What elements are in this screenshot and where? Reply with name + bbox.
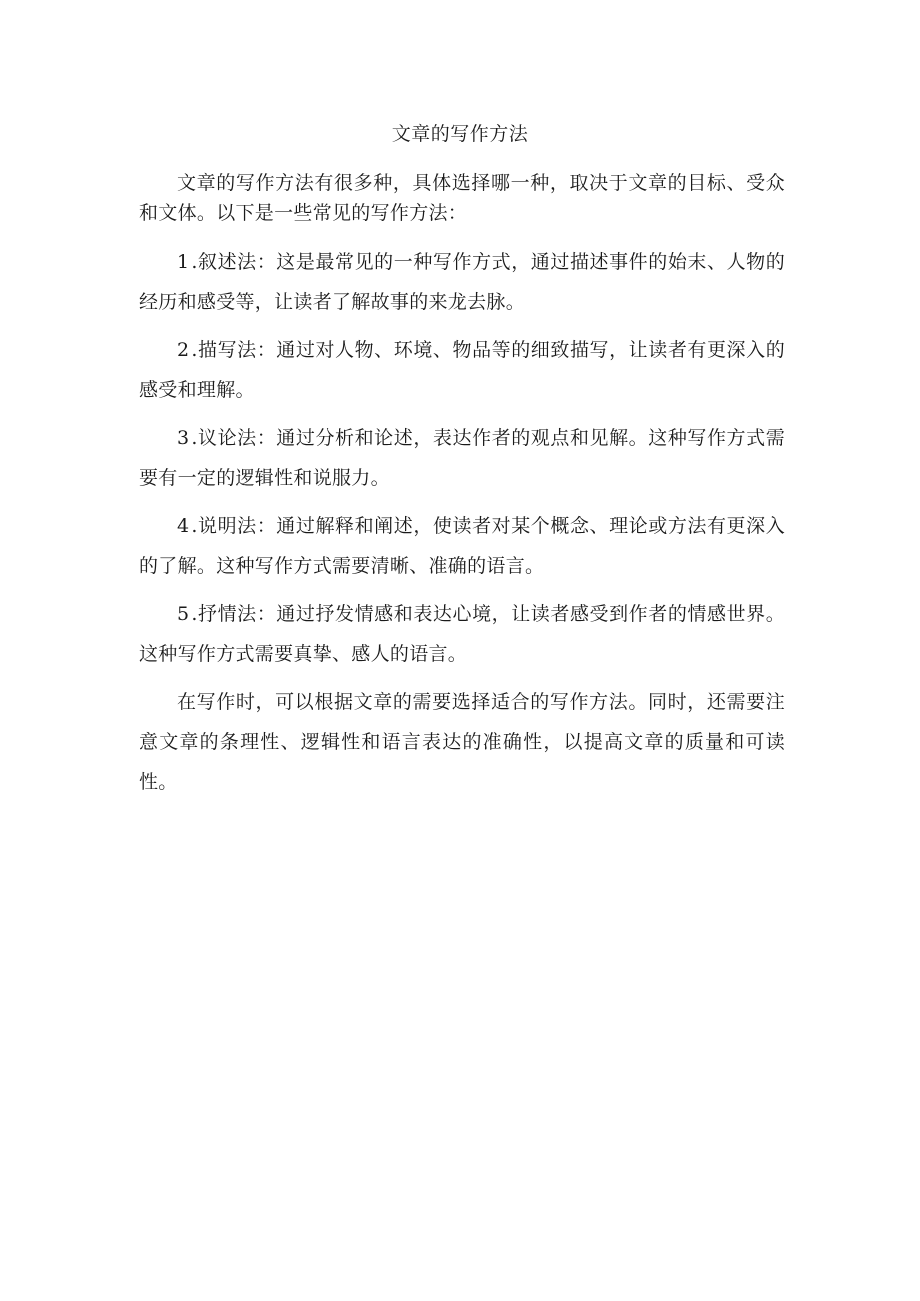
item-text: .抒情法：通过抒发情感和表达心境，让读者感受到作者的情感世界。这种写作方式需要真挚、感人的语言。 [139, 603, 785, 665]
list-item-lyric [139, 594, 785, 674]
intro-paragraph: 文章的写作方法有很多种，具体选择哪一种，取决于文章的目标、受众和文体。以下是一些常见的写作方法： [139, 172, 785, 224]
item-text: .描写法：通过对人物、环境、物品等的细致描写，让读者有更深入的感受和理解。 [139, 339, 785, 401]
item-number: 5 [177, 603, 190, 625]
item-number: 4 [177, 515, 190, 537]
document-title: 文章的写作方法 [391, 123, 529, 145]
item-number: 1 [177, 251, 190, 273]
conclusion-paragraph: 在写作时，可以根据文章的需要选择适合的写作方法。同时，还需要注意文章的条理性、逻辑性和语言表达的准确性，以提高文章的质量和可读性。 [139, 691, 785, 793]
list-item-argumentation [139, 418, 785, 498]
item-text: .议论法：通过分析和论述，表达作者的观点和见解。这种写作方式需要有一定的逻辑性和说服力。 [139, 427, 785, 489]
list-item-narration [139, 242, 785, 322]
document-body [139, 168, 785, 810]
item-number: 3 [177, 427, 190, 449]
list-item-exposition [139, 506, 785, 586]
item-text: .叙述法：这是最常见的一种写作方式，通过描述事件的始末、人物的经历和感受等，让读者了解故事的来龙去脉。 [139, 251, 785, 313]
item-text: .说明法：通过解释和阐述，使读者对某个概念、理论或方法有更深入的了解。这种写作方式需要清晰、准确的语言。 [139, 515, 785, 577]
item-number: 2 [177, 339, 190, 361]
list-item-description [139, 330, 785, 410]
